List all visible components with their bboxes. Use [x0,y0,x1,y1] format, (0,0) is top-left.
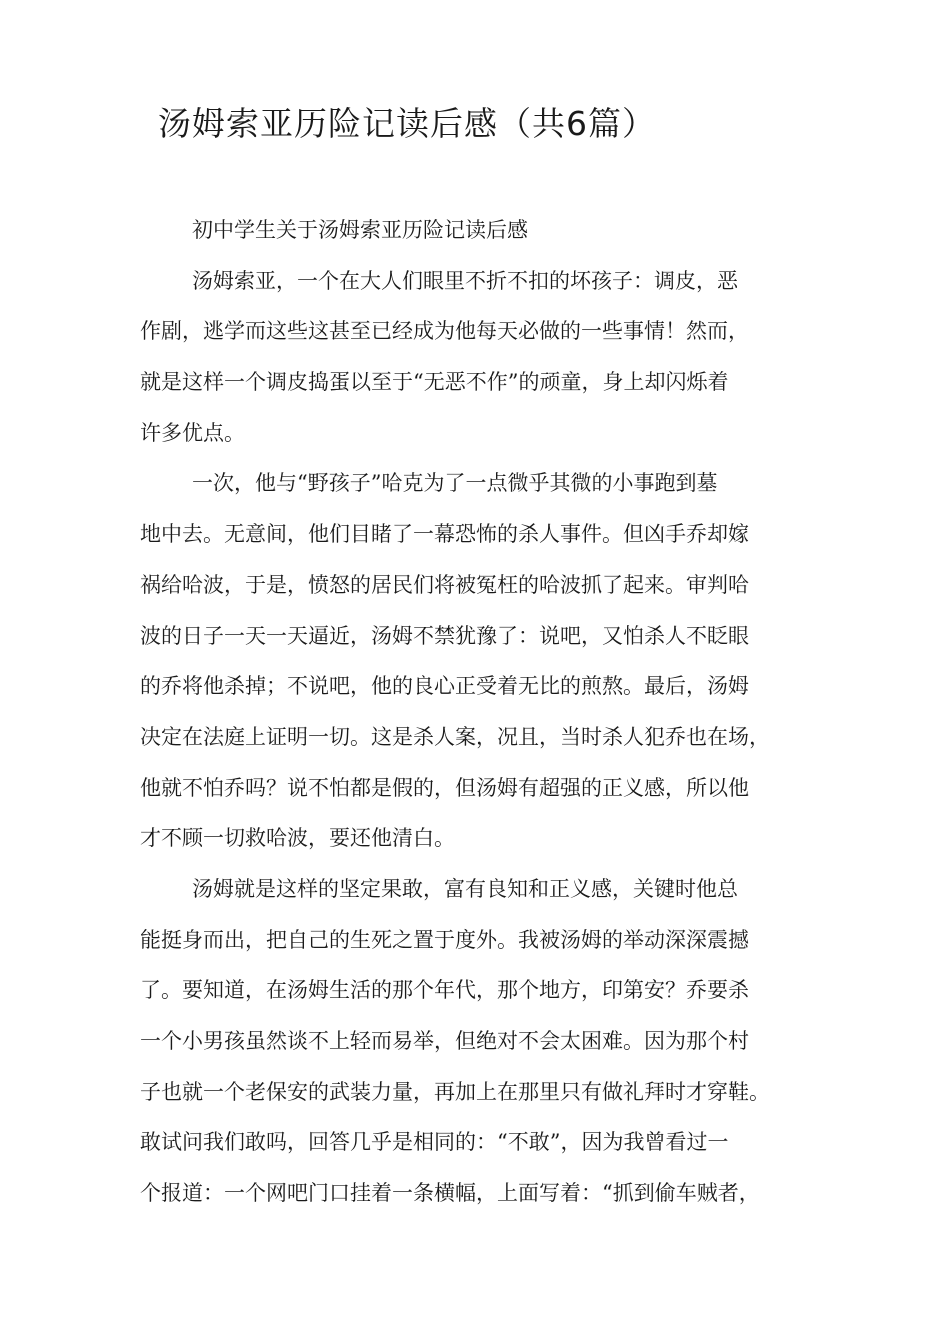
paragraph-line: 了。要知道，在汤姆生活的那个年代，那个地方，印第安？乔要杀 [140,978,749,1003]
document-body [140,205,840,1219]
paragraph-line: 他就不怕乔吗？说不怕都是假的，但汤姆有超强的正义感，所以他 [140,775,749,800]
paragraph-line: 祸给哈波，于是，愤怒的居民们将被冤枉的哈波抓了起来。审判哈 [140,572,749,597]
paragraph-line: 地中去。无意间，他们目睹了一幕恐怖的杀人事件。但凶手乔却嫁 [140,522,749,547]
paragraph-line: 子也就一个老保安的武装力量，再加上在那里只有做礼拜时才穿鞋。 [140,1079,770,1104]
paragraph-line: 敢试问我们敢吗，回答几乎是相同的：“不敢”，因为我曾看过一 [140,1130,729,1155]
paragraph-line: 决定在法庭上证明一切。这是杀人案，况且，当时杀人犯乔也在场， [140,724,770,749]
document-title: 汤姆索亚历险记读后感（共6篇） [158,104,656,143]
paragraph-line: 就是这样一个调皮捣蛋以至于“无恶不作”的顽童，身上却闪烁着 [140,370,729,395]
paragraph-line: 汤姆索亚，一个在大人们眼里不折不扣的坏孩子：调皮，恶 [192,268,738,293]
section-subtitle: 初中学生关于汤姆索亚历险记读后感 [192,218,528,242]
paragraph-line: 许多优点。 [140,420,245,445]
paragraph-line: 的乔将他杀掉；不说吧，他的良心正受着无比的煎熬。最后，汤姆 [140,674,749,699]
paragraph-line: 个报道：一个网吧门口挂着一条横幅，上面写着：“抓到偷车贼者， [140,1181,760,1206]
paragraph-line: 汤姆就是这样的坚定果敢，富有良知和正义感，关键时他总 [192,876,738,901]
paragraph-line: 一次，他与“野孩子”哈克为了一点微乎其微的小事跑到墓 [192,471,718,496]
paragraph-line: 能挺身而出，把自己的生死之置于度外。我被汤姆的举动深深震撼 [140,927,749,952]
paragraph-line: 作剧，逃学而这些这甚至已经成为他每天必做的一些事情！然而， [140,319,749,344]
paragraph-line: 一个小男孩虽然谈不上轻而易举，但绝对不会太困难。因为那个村 [140,1029,749,1053]
paragraph-line: 才不顾一切救哈波，要还他清白。 [140,826,455,851]
paragraph-line: 波的日子一天一天逼近，汤姆不禁犹豫了：说吧，又怕杀人不眨眼 [140,623,749,648]
